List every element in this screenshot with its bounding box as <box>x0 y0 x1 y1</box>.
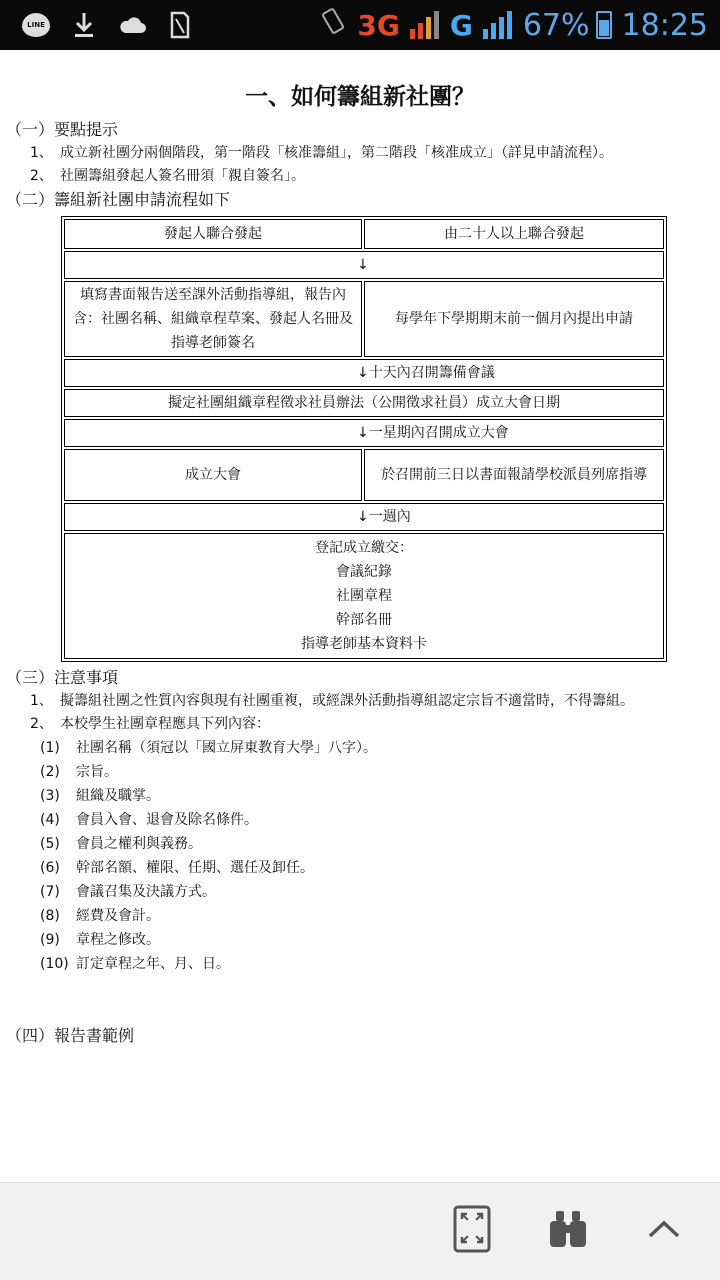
table-row <box>64 533 664 659</box>
list-item: (5) 會員之權利與義務。 <box>40 836 202 852</box>
find-icon <box>546 1207 590 1251</box>
arrow-cell: ↓一星期內召開成立大會 <box>64 419 664 447</box>
line-icon: LINE <box>20 0 52 50</box>
download-icon <box>72 0 96 50</box>
list-item: (8) 經費及會計。 <box>40 908 160 924</box>
table-cell: 每學年下學期期末前一個月內提出申請 <box>364 281 664 357</box>
fullscreen-icon <box>453 1205 491 1253</box>
signal-2-icon <box>483 11 513 39</box>
chevron-up-icon <box>647 1218 681 1240</box>
list-item: 2、 社團籌組發起人簽名冊須「親自簽名」。 <box>30 168 305 184</box>
status-bar <box>0 0 720 50</box>
list-item: (4) 會員入會、退會及除名條件。 <box>40 812 258 828</box>
list-item: (2) 宗旨。 <box>40 764 118 780</box>
list-item: (9) 章程之修改。 <box>40 932 160 948</box>
vibrate-icon <box>319 6 347 44</box>
table-cell: 發起人聯合發起 <box>64 219 362 249</box>
cell-line: 登記成立繳交： <box>315 540 413 556</box>
list-item: 2、 本校學生社團章程應具下列內容： <box>30 716 270 732</box>
status-indicators <box>319 0 708 50</box>
table-row <box>64 281 664 357</box>
section-heading: （四）報告書範例 <box>6 1026 135 1045</box>
table-row <box>64 219 664 249</box>
document-content <box>0 50 720 1165</box>
bottom-toolbar <box>0 1182 720 1280</box>
clock: 18:25 <box>621 7 708 43</box>
table-row <box>64 359 664 387</box>
scroll-up-button[interactable] <box>640 1205 688 1253</box>
list-item: (3) 組織及職掌。 <box>40 788 160 804</box>
list-item: (1) 社團名稱（須冠以「國立屏東教育大學」八字）。 <box>40 740 377 756</box>
table-row <box>64 251 664 279</box>
table-cell <box>64 533 664 659</box>
cell-line: 指導老師基本資料卡 <box>301 636 427 652</box>
table-row <box>64 389 664 417</box>
cell-line: 會議紀錄 <box>336 564 392 580</box>
table-row <box>64 503 664 531</box>
section-heading: （三）注意事項 <box>6 668 119 687</box>
list-item: 1、 成立新社團分兩個階段，第一階段「核准籌組」，第二階段「核准成立」（詳見申請流程）。 <box>30 145 613 161</box>
table-cell: 於召開前三日以書面報請學校派員列席指導 <box>364 449 664 501</box>
table-cell: 成立大會 <box>64 449 362 501</box>
table-cell: 擬定社團組織章程徵求社員辦法（公開徵求社員）成立大會日期 <box>64 389 664 417</box>
arrow-cell: ↓十天內召開籌備會議 <box>64 359 664 387</box>
cloud-icon <box>116 0 148 50</box>
page-title: 一、如何籌組新社團？ <box>245 84 475 110</box>
battery-icon <box>596 11 612 39</box>
cell-line: 幹部名冊 <box>336 612 392 628</box>
list-item: (10) 訂定章程之年、月、日。 <box>40 956 230 972</box>
network-g: G <box>449 8 473 42</box>
flow-table <box>61 216 667 662</box>
network-3g: 3G <box>357 8 400 42</box>
arrow-cell: ↓一週內 <box>64 503 664 531</box>
table-cell: 填寫書面報告送至課外活動指導組，報告內含：社團名稱、組織章程草案、發起人名冊及指導老師簽名 <box>64 281 362 357</box>
fullscreen-button[interactable] <box>448 1205 496 1253</box>
table-cell: 由二十人以上聯合發起 <box>364 219 664 249</box>
arrow-cell: ↓ <box>64 251 664 279</box>
section-heading: （二）籌組新社團申請流程如下 <box>6 190 231 209</box>
list-item: 1、 擬籌組社團之性質內容與現有社團重複，或經課外活動指導組認定宗旨不適當時，不得籌組。 <box>30 693 634 709</box>
battery-percent: 67% <box>522 7 590 43</box>
list-item: (6) 幹部名額、權限、任期、選任及卸任。 <box>40 860 314 876</box>
table-row <box>64 419 664 447</box>
table-row <box>64 449 664 501</box>
sim-icon <box>168 0 192 50</box>
section-heading: （一）要點提示 <box>6 120 119 139</box>
find-button[interactable] <box>544 1205 592 1253</box>
signal-icon <box>410 11 440 39</box>
list-item: (7) 會議召集及決議方式。 <box>40 884 216 900</box>
cell-line: 社團章程 <box>336 588 392 604</box>
